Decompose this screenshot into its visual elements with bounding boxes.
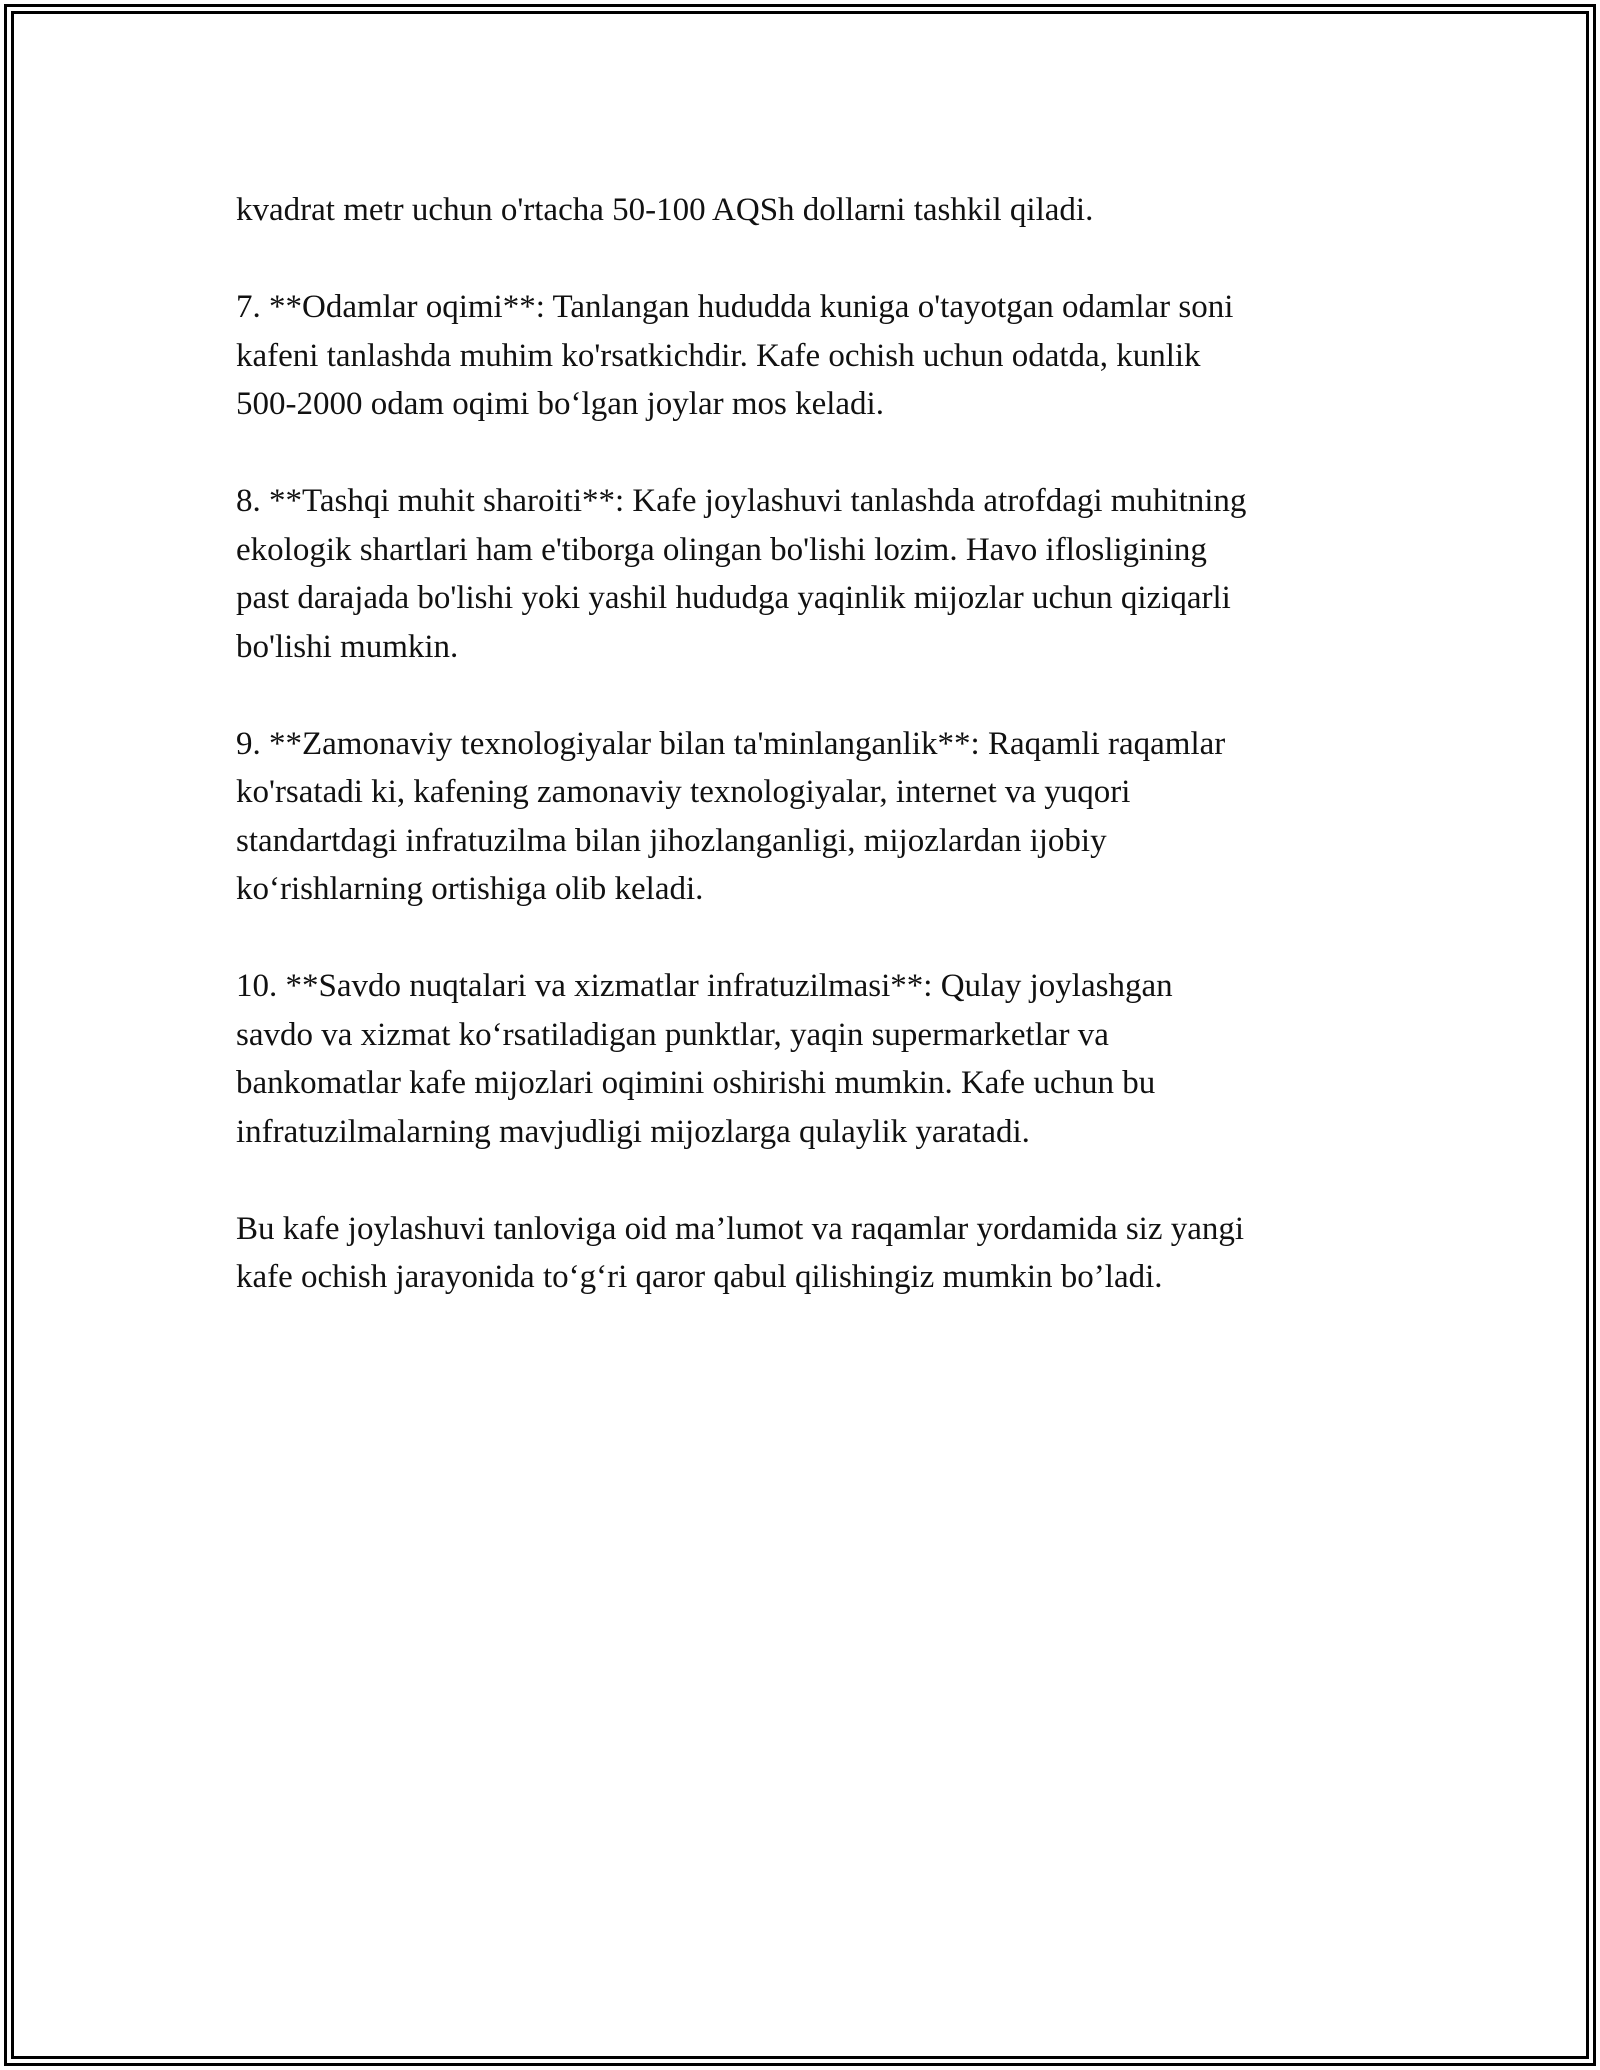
text-line: past darajada bo'lishi yoki yashil hududga yaqinlik mijozlar uchun qiziqarli (236, 580, 1231, 616)
text-line: Bu kafe joylashuvi tanloviga oid ma’lumot va raqamlar yordamida siz yangi (236, 1210, 1245, 1247)
text-line: ko'rsatadi ki, kafening zamonaviy texnologiyalar, internet va yuqori (236, 774, 1131, 810)
text-line: kvadrat metr uchun o'rtacha 50-100 AQSh dollarni tashkil qiladi. (236, 192, 1094, 228)
document-body (236, 186, 1376, 1302)
text-line: standartdagi infratuzilma bilan jihozlanganligi, mijozlardan ijobiy (236, 822, 1107, 859)
text-line: kafeni tanlashda muhim ko'rsatkichdir. Kafe ochish uchun odatda, kunlik (236, 337, 1201, 374)
paragraph-item-7 (236, 283, 1376, 429)
text-line: 7. **Odamlar oqimi**: Tanlangan hududda kuniga o'tayotgan odamlar soni (236, 289, 1234, 325)
text-line: 9. **Zamonaviy texnologiyalar bilan ta'minlanganlik**: Raqamli raqamlar (236, 725, 1226, 762)
text-line: bo'lishi mumkin. (236, 628, 459, 665)
paragraph-conclusion (236, 1205, 1376, 1302)
text-line: savdo va xizmat ko‘rsatiladigan punktlar, yaqin supermarketlar va (236, 1016, 1109, 1053)
text-line: ko‘rishlarning ortishiga olib keladi. (236, 871, 704, 907)
text-line: 8. **Tashqi muhit sharoiti**: Kafe joylashuvi tanlashda atrofdagi muhitning (236, 483, 1247, 519)
text-line: 500-2000 odam oqimi bo‘lgan joylar mos keladi. (236, 386, 884, 422)
text-line: kafe ochish jarayonida to‘g‘ri qaror qabul qilishingiz mumkin bo’ladi. (236, 1259, 1163, 1295)
paragraph-item-10 (236, 962, 1376, 1156)
text-line: bankomatlar kafe mijozlari oqimini oshirishi mumkin. Kafe uchun bu (236, 1065, 1156, 1101)
text-line: 10. **Savdo nuqtalari va xizmatlar infratuzilmasi**: Qulay joylashgan (236, 968, 1173, 1004)
paragraph-item-8 (236, 477, 1376, 671)
text-line: infratuzilmalarning mavjudligi mijozlarga qulaylik yaratadi. (236, 1113, 1030, 1150)
paragraph-item-9 (236, 720, 1376, 914)
paragraph-continuation (236, 186, 1376, 235)
text-line: ekologik shartlari ham e'tiborga olingan bo'lishi lozim. Havo iflosligining (236, 531, 1207, 568)
